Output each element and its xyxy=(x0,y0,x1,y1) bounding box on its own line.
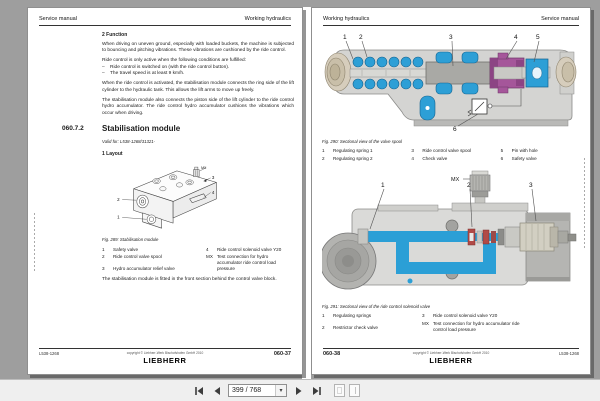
footer-copyright: copyright © Liebherr-Werk Bischofshofen GmbH 2010 xyxy=(412,350,490,355)
figure-290-legend xyxy=(322,148,582,161)
mx-test-port xyxy=(193,169,199,176)
section-number: 060.7.2 xyxy=(62,124,84,132)
callout-label-mx: MX xyxy=(451,177,460,184)
next-page-button[interactable] xyxy=(292,384,305,398)
callout-label-5: 5 xyxy=(536,34,540,41)
figure-290-caption: Fig. 290: Sectional view of the valve spool xyxy=(322,139,403,144)
page-number-value[interactable]: 399 / 768 xyxy=(232,387,262,394)
bolt-hole xyxy=(446,220,458,232)
layout-heading: 1 Layout xyxy=(102,151,123,158)
legend-item: 2 Regulating spring 2 xyxy=(322,155,373,161)
housing-base xyxy=(414,120,568,126)
previous-page-icon xyxy=(213,386,221,396)
legend-item: 3 Ride control solenoid valve Y20 xyxy=(422,313,498,319)
figure-289-stabilisation-module xyxy=(112,162,294,235)
legend-item: MX Test connection for hydro accumulator ride control load pressure xyxy=(422,321,520,332)
footer-center xyxy=(99,351,231,366)
figure-290-valve-spool-section xyxy=(322,32,584,132)
restrictor-check-valve xyxy=(468,229,504,245)
callout-label-4: 4 xyxy=(514,34,518,41)
viewer-toolbar xyxy=(0,379,600,401)
previous-page-button[interactable] xyxy=(210,384,223,398)
legend-item: MX Test connection for hydro accumulator ride control load pressure xyxy=(206,254,276,271)
bullet-dash: – xyxy=(102,64,105,70)
stabilisation-module-drawing xyxy=(112,162,224,232)
closing-text: The stabilisation module is fitted in the front section behind the control valve block. xyxy=(102,276,277,282)
bullet-text: Ride control is switched on (with the ride control button). xyxy=(110,64,230,70)
footer-doc-code: L538-1268 xyxy=(39,350,60,356)
callout-label-1: 1 xyxy=(117,214,120,220)
function-heading: 2 Function xyxy=(102,32,128,38)
callout-label-1: 1 xyxy=(343,34,347,41)
page-body xyxy=(62,32,294,283)
header-chapter: Working hydraulics xyxy=(323,16,370,22)
ride-control-valve-spool xyxy=(426,62,490,84)
figure-289-legend xyxy=(102,247,294,272)
paragraph: When driving on uneven ground, especially with loaded buckets, the machine is subjected to bouncing and pitching vibrations. These vibrations are cushioned by the ride control. xyxy=(102,41,294,53)
valid-for-note: Valid for: L538-1268/31321- xyxy=(102,139,156,145)
manual-page-left xyxy=(27,7,303,375)
page-header xyxy=(323,16,579,26)
page-layout-controls xyxy=(334,384,360,397)
footer-doc-code: L538-1268 xyxy=(558,350,579,356)
hex-nut xyxy=(160,186,166,190)
legend-item: 1 Regulating springs xyxy=(322,313,372,319)
page-number-field[interactable] xyxy=(228,384,287,397)
next-page-icon xyxy=(295,386,303,396)
page-header xyxy=(39,16,291,26)
callout-label-4: 4 xyxy=(211,189,215,195)
first-page-icon xyxy=(194,386,204,396)
single-page-view-icon[interactable] xyxy=(334,384,345,397)
legend-item: 2 Ride control valve spool xyxy=(102,254,162,260)
legend-item: 2 Restrictor check valve xyxy=(322,325,378,331)
header-doc-type: Service manual xyxy=(39,16,77,22)
page-field-dropdown-arrow[interactable]: ▾ xyxy=(275,385,286,396)
page-body xyxy=(322,32,582,338)
figure-289-caption: Fig. 289: Stabilisation module xyxy=(102,237,159,243)
footer-copyright: copyright © Liebherr-Werk Bischofshofen GmbH 2010 xyxy=(126,350,204,355)
callout-label-1: 1 xyxy=(381,182,385,190)
footer-page-number: 060-38 xyxy=(323,350,341,357)
callout-label-3: 3 xyxy=(529,182,533,190)
legend-item: 4 Check valve xyxy=(411,155,448,161)
footer-page-number: 060-37 xyxy=(273,350,291,357)
hex-nut xyxy=(176,182,182,186)
legend-item: 3 Hydro accumulator relief valve xyxy=(102,266,175,272)
check-valve xyxy=(490,53,524,93)
list-item xyxy=(102,71,294,77)
bullet-dash: – xyxy=(102,70,105,76)
figure-291-solenoid-valve-section xyxy=(322,169,584,297)
callout-label-2: 2 xyxy=(359,34,363,41)
margin-code-mark xyxy=(34,213,35,271)
figure-291-caption: Fig. 291: Sectional view of the ride control solenoid valve xyxy=(322,304,431,310)
legend-item: 3 Ride control valve spool xyxy=(411,148,472,153)
manual-page-right xyxy=(311,7,591,375)
regulating-springs xyxy=(350,57,430,89)
figure-291-legend xyxy=(322,313,582,332)
paragraph: The stabilisation module also connects the piston side of the lift cylinder to the ride control hydro accumulator. The ride control hydro accumulator cushions the vibrations which occur when driving. xyxy=(102,97,294,116)
legend-item: 1 Regulating spring 1 xyxy=(322,148,373,153)
callout-label-2: 2 xyxy=(467,182,471,190)
callout-label-6: 6 xyxy=(453,126,457,132)
footer-center xyxy=(383,351,519,366)
page-footer xyxy=(323,348,579,366)
last-page-button[interactable] xyxy=(310,384,323,398)
legend-item: 4 Ride control solenoid valve Y20 xyxy=(206,246,282,252)
last-page-icon xyxy=(312,386,322,396)
conditions-list xyxy=(102,65,294,78)
callout-label-3: 3 xyxy=(211,174,215,180)
legend-item: 5 Pin with hole xyxy=(500,148,538,153)
callout-label-2: 2 xyxy=(117,196,120,202)
page-spread-seam xyxy=(302,7,311,379)
callout-label-mx: MX xyxy=(201,165,207,170)
callout-label-3: 3 xyxy=(449,34,453,41)
channel-plug xyxy=(358,229,368,244)
two-page-view-icon[interactable] xyxy=(349,384,360,397)
paragraph: When the ride control is activated, the stabilisation module connects the ring side of the lift cylinder to the hydraulic tank. This allows the lift arms to move up freely. xyxy=(102,81,294,93)
page-footer xyxy=(39,348,291,366)
liebherr-logo: LIEBHERR xyxy=(143,356,187,365)
section-title: Stabilisation module xyxy=(102,123,181,133)
first-page-button[interactable] xyxy=(192,384,205,398)
legend-item: 6 Safety valve xyxy=(500,155,537,161)
legend-item: 1 Safety valve xyxy=(102,246,139,252)
header-doc-type: Service manual xyxy=(541,16,579,22)
header-chapter: Working hydraulics xyxy=(244,16,291,22)
bullet-text: The travel speed is at least 9 km/h. xyxy=(110,70,185,76)
section-heading xyxy=(62,123,294,135)
margin-code-mark xyxy=(584,158,585,248)
page-navigation xyxy=(192,384,360,398)
liebherr-logo: LIEBHERR xyxy=(429,356,473,365)
conditions-intro: Ride control is only active when the following conditions are fulfilled: xyxy=(102,58,246,64)
